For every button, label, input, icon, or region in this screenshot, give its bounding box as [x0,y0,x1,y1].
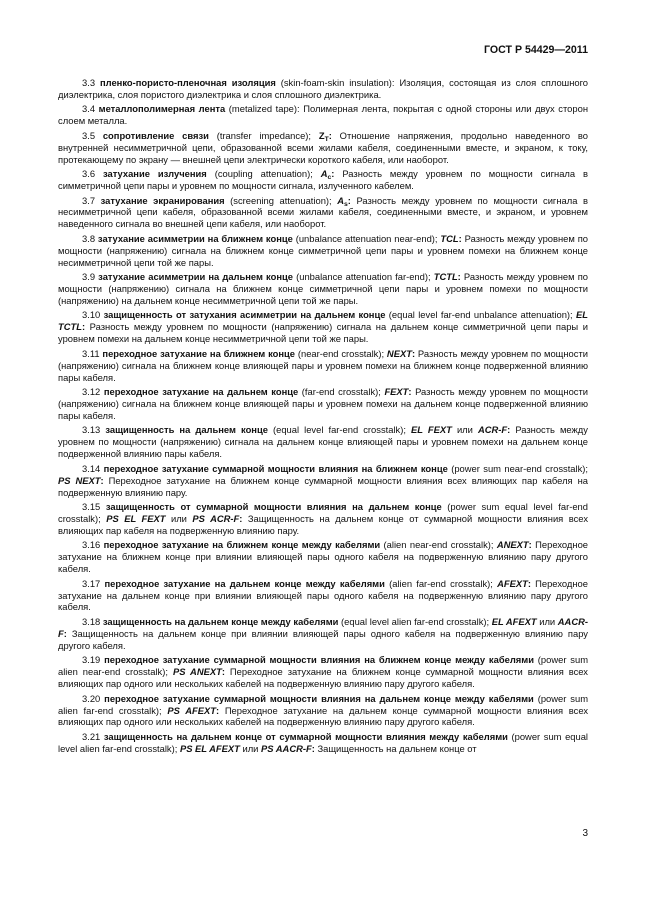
definition-entry [58,309,588,345]
text-run: Разность между уровнем по мощности (напряжению) сигнала на ближнем конце влияющей пары и уровнем помехи на ближнем конце подверженной влиянию пары кабеля. [58,347,588,383]
text-run: (power sum alien far-end crosstalk); [58,692,589,716]
abbreviation: TCL [440,232,459,244]
text-run: (transfer impedance); [208,129,319,141]
definition-entry [58,654,588,690]
abbreviation: A [320,168,328,180]
bold-text: переходное затухание на ближнем конце [102,347,296,359]
bold-text: : [528,539,532,551]
text-run: (equal level far-end crosstalk); [267,424,412,436]
definition-entry [58,424,588,460]
text-run: Разность между уровнем по мощности сигнала в несимметричной цепи кабеля, образованной всеми жилами кабеля, соединенными вместе, и экраном, и уровнем наведенного сигнала во внешней цепи кабеля, или наоборот. [58,194,588,230]
bold-text: защищенность на дальнем конце от суммарной мощности влияния между кабелями [103,730,508,742]
text-run: 3.20 [82,692,105,704]
text-run: или [239,742,262,754]
text-run: (coupling attenuation); [206,168,321,180]
text-run: 3.17 [82,577,105,589]
text-run: Защищенность на дальнем конце от [314,742,477,754]
abbreviation: AACR-F [58,615,588,639]
text-run: (near-end crosstalk); [295,347,387,359]
bold-text: : [63,627,67,639]
bold-text: : [458,232,462,244]
bold-text: : [311,742,315,754]
text-run: 3.4 [82,103,99,115]
definition-entry [58,539,588,575]
text-run: 3.7 [82,194,101,206]
text-run: Разность между уровнем по мощности (напряжению) сигнала на ближнем конце симметричной цепи пары и уровнем помехи по мощности (напряжению) на дальнем конце несимметричной цепи той же пары. [58,271,588,306]
text-run: 3.6 [82,168,103,180]
definition-entry [58,693,588,729]
bold-text: : [239,512,243,524]
text-run: 3.5 [82,129,103,141]
text-run: или [165,512,193,524]
text-run: (power sum alien near-end crosstalk); [58,654,589,678]
abbreviation: EL FEXT [411,424,452,436]
bold-text: : [100,474,104,486]
text-run: Переходное затухание на дальнем конце суммарной мощности влияния всех влияющих пар одного или нескольких кабелей на подверженную влиянию пару другого кабеля. [58,704,589,728]
text-run: Разность между уровнем по мощности (напряжению) сигнала на ближнем конце симметричной цепи пары и уровнем помехи на ближнем конце несимметричной цепи той же пары. [58,232,589,268]
text-run: 3.8 [82,232,98,244]
text-run: (power sum equal level far-end crosstalk); [58,501,588,524]
bold-text: металлополимерная лента [98,103,226,115]
definition-entry [58,77,588,101]
abbreviation: PS EL FEXT [106,512,166,524]
text-run: Переходное затухание на ближнем конце при влиянии влияющей пары одного кабеля на подверженную влиянию пару другого кабеля. [58,539,589,575]
bold-text: : [507,424,511,436]
text-run: (alien far-end crosstalk); [384,577,498,589]
text-run: Разность между уровнем по мощности (напряжению) сигнала на дальнем конце влияющей пары и уровнем помехи на дальнем конце подверженной влиянию пары кабеля. [58,424,588,460]
text-run: (equal level far-end unbalance attenuation); [385,309,576,321]
bold-text: : [328,129,332,141]
definition-entry [58,195,588,231]
bold-text: сопротивление связи [102,129,209,141]
text-run: (skin-foam-skin insulation): Изоляция, состоящая из слоя сплошного диэлектрика, слоя пористого диэлектрика и слоя сплошного диэлектрика. [58,77,589,100]
text-run: 3.9 [82,271,99,283]
bold-text: : [331,168,335,180]
definition-entry [58,386,588,422]
abbreviation: AFEXT [497,577,528,589]
definition-entry [58,103,588,127]
text-run: 3.16 [82,539,104,551]
abbreviation: PS EL AFEXT [179,742,240,754]
bold-text: : [457,271,461,283]
definition-entry [58,578,588,614]
abbreviation: ANEXT [496,539,529,551]
bold-text: переходное затухание суммарной мощности влияния на дальнем конце между кабелями [104,692,534,704]
bold-text: защищенность на дальнем конце [105,424,268,436]
subscript: s [343,200,348,208]
abbreviation: NEXT [386,347,412,359]
bold-text: переходное затухание суммарной мощности влияния на ближнем конце между кабелями [104,654,534,666]
abbreviation: PS NEXT [58,474,101,486]
abbreviation: PS AACR-F [261,742,312,754]
text-run: (far-end crosstalk); [298,386,385,398]
text-run: 3.12 [82,386,104,398]
text-run: 3.10 [82,309,104,321]
definition-entry [58,463,588,499]
text-run: (metalized tape): Полимерная лента, покрытая с одной стороны или двух сторон слоем металла. [58,103,589,127]
bold-text: защищенность на дальнем конце между кабелями [102,615,339,627]
text-run: Защищенность на дальнем конце от суммарной мощности влияния всех влияющих пар кабеля на подверженную влиянию пару. [58,512,589,536]
bold-text: затухание асимметрии на ближнем конце [97,232,293,244]
text-run: (equal level alien far-end crosstalk); [338,615,492,627]
bold-text: : [215,704,220,716]
abbreviation: PS AFEXT [167,704,216,716]
bold-text: : [221,666,225,678]
bold-text: переходное затухание на дальнем конце [103,386,299,398]
text-run: (screening attenuation); [224,194,338,206]
text-run: 3.3 [82,77,100,88]
text-run: (power sum equal level alien far-end crosstalk); [58,730,589,754]
text-run: 3.15 [82,501,106,513]
definition-entry [58,501,588,537]
text-run: (power sum near-end crosstalk); [447,462,589,474]
text-run: Переходное затухание на ближнем конце суммарной мощности влияния всех влияющих пар одного или нескольких кабелей на подверженную влиянию пару другого кабеля. [58,666,588,690]
bold-text: : [527,577,531,589]
text-run: Отношение напряжения, продольно наведенного во внутренней несимметричной цепи, образованной всеми жилами кабеля, соединенными вместе, и экраном, к току, протекающему по экрану — внешней цепи электрически короткого кабеля, или наоборот. [58,129,589,165]
bold-text: : [408,386,412,398]
abbreviation: PS ANEXT [172,666,222,678]
bold-text: переходное затухание суммарной мощности влияния на ближнем конце [103,462,448,474]
text-run: 3.21 [82,730,104,742]
bold-text: : [347,194,351,206]
page-number: 3 [582,828,588,839]
text-run: 3.13 [82,424,106,436]
text-run: 3.18 [82,615,103,627]
bold-text: защищенность от затухания асимметрии на дальнем конце [103,309,386,321]
abbreviation: A [337,194,344,206]
bold-text: затухание экранирования [100,194,225,206]
text-run: Защищенность на дальнем конце при влиянии влияющей пары одного кабеля на подверженную влиянию пару другого кабеля. [58,627,588,651]
bold-text: затухание излучения [102,168,207,180]
abbreviation: TCTL [433,271,458,283]
bold-text: переходное затухание на ближнем конце между кабелями [103,539,381,551]
text-run: (unbalance attenuation near-end); [292,232,441,244]
abbreviation: EL TCTL [58,309,588,333]
definition-entry [58,348,588,384]
abbreviation: PS ACR-F [192,512,240,524]
text-run: Разность между уровнем по мощности (напряжению) сигнала на дальнем конце симметричной цепи пары и уровнем помехи на дальнем конце несимметричной цепи той же пары. [58,321,588,345]
definition-entry [58,130,588,166]
text-run: (alien near-end crosstalk); [380,539,497,551]
bold-text: защищенность от суммарной мощности влияния на дальнем конце [105,501,442,513]
bold-text: пленко-пористо-пленочная изоляция [99,77,276,88]
definitions-list [58,77,588,755]
text-run: Разность между уровнем по мощности (напряжению) сигнала на ближнем конце влияющей пары и уровнем помехи на дальнем конце подверженной влиянию пары кабеля. [58,386,588,421]
text-run: или [536,615,558,627]
abbreviation: FEXT [384,386,409,398]
text-run: Переходное затухание на дальнем конце при влиянии влияющей пары одного кабеля на подверженную влиянию пару другого кабеля. [58,577,588,613]
definition-entry [58,731,588,755]
text-run: 3.14 [82,462,104,474]
bold-text: Z [318,129,325,141]
text-run: или [451,424,478,436]
text-run: Переходное затухание на ближнем конце суммарной мощности влияния всех влияющих пар кабеля на подверженную влиянию пару. [58,474,588,498]
abbreviation: EL AFEXT [491,615,537,627]
text-run: 3.19 [82,654,105,666]
text-run: 3.11 [82,347,103,359]
abbreviation: ACR-F [477,424,508,436]
subscript: c [327,174,332,182]
text-run: Разность между уровнем по мощности сигнала в симметричной цепи пары и уровнем по мощности сигнала, излученного кабелем. [58,168,589,192]
definition-entry [58,616,588,652]
definition-entry [58,168,588,192]
bold-text: затухание асимметрии на дальнем конце [98,271,293,283]
bold-text: : [81,321,86,333]
bold-text: переходное затухание на дальнем конце между кабелями [104,577,385,589]
text-run: (unbalance attenuation far-end); [293,271,434,283]
subscript: T [324,135,329,143]
definition-entry [58,233,588,269]
standard-designation: ГОСТ Р 54429—2011 [484,44,588,56]
definition-entry [58,271,588,307]
bold-text: : [411,347,416,359]
